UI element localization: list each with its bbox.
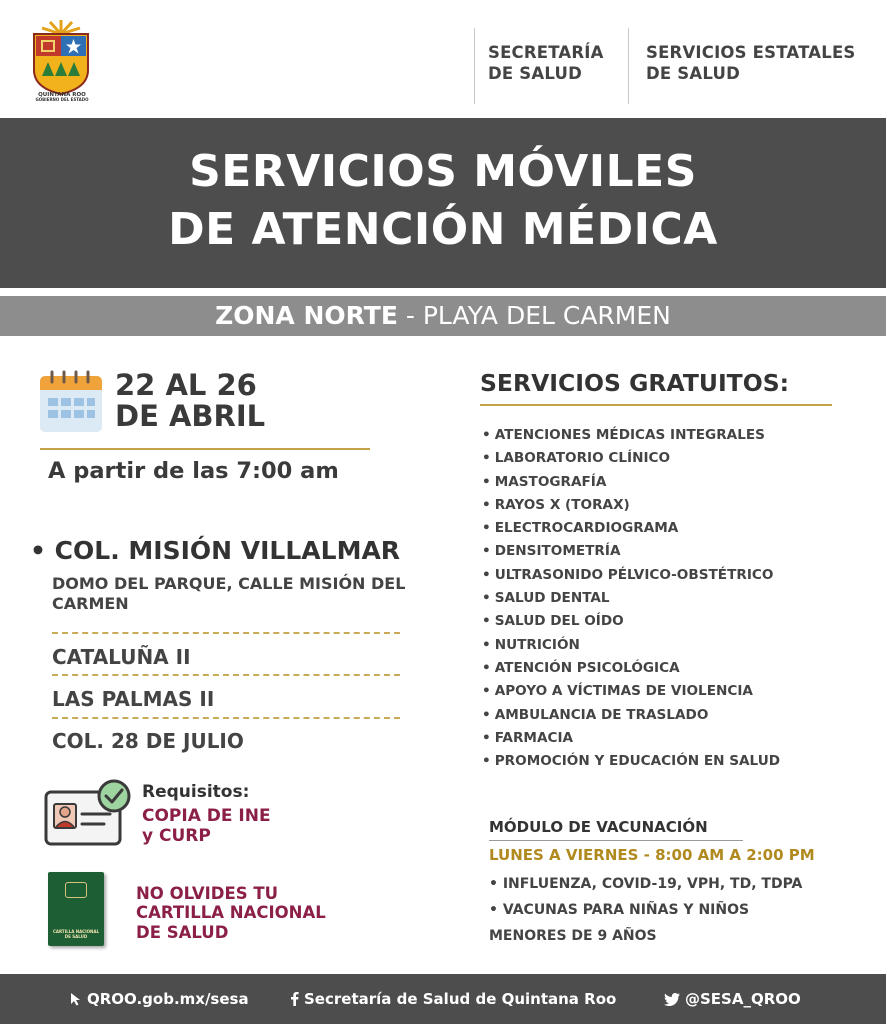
list-item: • RAYOS X (TORAX) (482, 494, 780, 517)
vaccination-item-cont: MENORES DE 9 AÑOS (489, 928, 657, 944)
vaccination-item: • INFLUENZA, COVID-19, VPH, TD, TDPA (489, 876, 803, 892)
footer (0, 974, 886, 1024)
list-item: • MASTOGRAFÍA (482, 471, 780, 494)
services-title: SERVICIOS GRATUITOS: (480, 369, 790, 397)
health-booklet-icon (48, 872, 104, 946)
twitter-icon (664, 993, 680, 1006)
event-date-line2: DE ABRIL (115, 399, 266, 434)
org-servicios-estatales (646, 42, 856, 84)
vaccination-title: MÓDULO DE VACUNACIÓN (489, 818, 708, 836)
booklet-label: CARTILLA NACIONAL DE SALUD (53, 929, 99, 940)
title-line2: DE ATENCIÓN MÉDICA (168, 204, 718, 255)
booklet-crest-icon (65, 882, 87, 898)
dashed-divider (52, 674, 400, 676)
org1-line2: DE SALUD (488, 64, 582, 84)
facebook-icon (290, 991, 299, 1006)
title-band (0, 118, 886, 288)
cursor-icon (70, 992, 82, 1006)
org2-line1: SERVICIOS ESTATALES (646, 43, 856, 62)
location-cataluna: CATALUÑA II (52, 645, 191, 669)
id-card-check-icon (44, 778, 134, 848)
footer-facebook-link[interactable] (290, 990, 616, 1008)
main-location-title: • COL. MISIÓN VILLALMAR (30, 536, 401, 565)
org1-line1: SECRETARÍA (488, 43, 604, 62)
list-item: • ELECTROCARDIOGRAMA (482, 517, 780, 540)
date-underline (40, 448, 370, 450)
requirements-curp: y CURP (142, 826, 211, 847)
list-item: • NUTRICIÓN (482, 634, 780, 657)
zone-name: ZONA NORTE (215, 301, 398, 330)
event-time: A partir de las 7:00 am (48, 458, 339, 484)
requirements-ine: COPIA DE INE (142, 806, 271, 826)
location-28-de-julio: COL. 28 DE JULIO (52, 729, 244, 753)
list-item: • LABORATORIO CLÍNICO (482, 447, 780, 470)
vaccination-underline (489, 840, 743, 841)
footer-website-link[interactable] (70, 990, 249, 1008)
zone-city: - PLAYA DEL CARMEN (397, 301, 671, 330)
footer-website: QROO.gob.mx/sesa (87, 990, 249, 1008)
requirements-body (142, 806, 271, 847)
location-las-palmas: LAS PALMAS II (52, 687, 215, 711)
list-item: • ATENCIÓN PSICOLÓGICA (482, 657, 780, 680)
list-item: • APOYO A VÍCTIMAS DE VIOLENCIA (482, 680, 780, 703)
footer-twitter-link[interactable] (664, 990, 801, 1008)
org-secretaria-de-salud (488, 42, 604, 84)
dashed-divider (52, 717, 400, 719)
logo-caption (27, 92, 97, 102)
quintana-roo-crest-icon (30, 12, 92, 104)
title-line1: SERVICIOS MÓVILES (189, 146, 697, 197)
header-divider (474, 28, 475, 104)
requirements-title: Requisitos: (142, 782, 250, 802)
calendar-icon (38, 368, 104, 434)
reminder-line1: NO OLVIDES TU (136, 884, 279, 903)
event-date (115, 370, 265, 432)
vaccination-item: • VACUNAS PARA NIÑAS Y NIÑOS (489, 902, 750, 918)
footer-facebook: Secretaría de Salud de Quintana Roo (304, 990, 617, 1008)
header (0, 0, 886, 118)
org2-line2: DE SALUD (646, 64, 740, 84)
list-item: • SALUD DEL OÍDO (482, 610, 780, 633)
list-item: • ULTRASONIDO PÉLVICO-OBSTÉTRICO (482, 564, 780, 587)
header-divider (628, 28, 629, 104)
logo-caption-government: GOBIERNO DEL ESTADO (35, 97, 89, 103)
list-item: • SALUD DENTAL (482, 587, 780, 610)
reminder-line2: CARTILLA NACIONAL (136, 903, 326, 923)
zone-band (0, 296, 886, 336)
services-list (482, 424, 780, 773)
list-item: • ATENCIONES MÉDICAS INTEGRALES (482, 424, 780, 447)
event-date-line1: 22 AL 26 (115, 368, 257, 402)
list-item: • DENSITOMETRÍA (482, 540, 780, 563)
list-item: • AMBULANCIA DE TRASLADO (482, 704, 780, 727)
dashed-divider (52, 632, 400, 634)
list-item: • FARMACIA (482, 727, 780, 750)
reminder-line3: DE SALUD (136, 922, 229, 942)
services-underline (480, 404, 832, 406)
list-item: • PROMOCIÓN Y EDUCACIÓN EN SALUD (482, 750, 780, 773)
logo-caption-state: QUINTANA ROO (38, 92, 86, 98)
main-location-address: DOMO DEL PARQUE, CALLE MISIÓN DEL CARMEN (52, 574, 406, 613)
vaccination-schedule: LUNES A VIERNES - 8:00 AM A 2:00 PM (489, 846, 815, 864)
footer-twitter: @SESA_QROO (685, 990, 801, 1008)
booklet-reminder (136, 884, 326, 942)
